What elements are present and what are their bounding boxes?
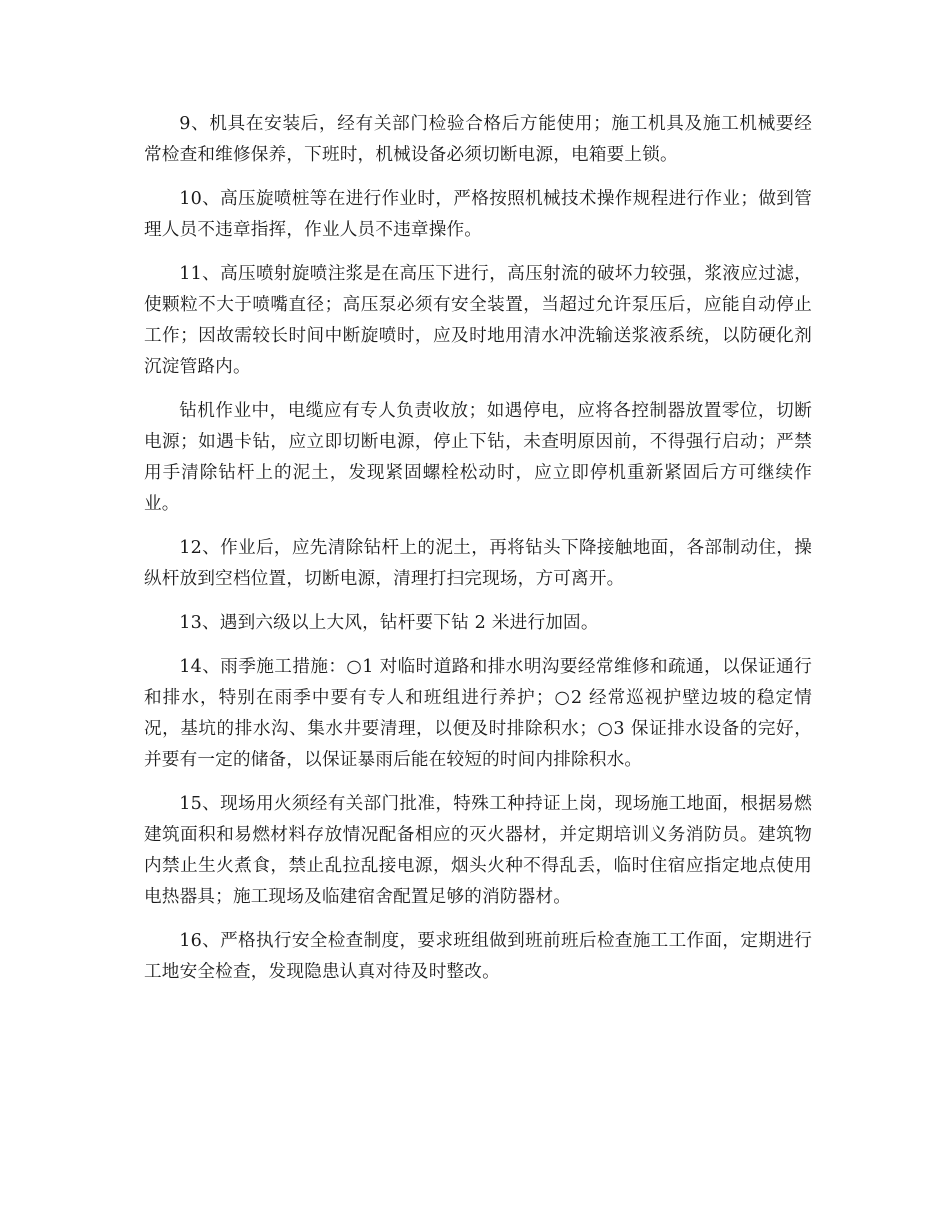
paragraph-drilling-operation: 钻机作业中，电缆应有专人负责收放；如遇停电，应将各控制器放置零位，切断电源；如遇卡钻，应立即切断电源，停止下钻，未查明原因前，不得强行启动；严禁用手清除钻杆上的泥土，发现紧固螺栓松动时，应立即停机重新紧固后方可继续作业。 xyxy=(144,401,812,514)
paragraph-item-13: 13、遇到六级以上大风，钻杆要下钻 2 米进行加固。 xyxy=(179,613,599,633)
paragraph-item-15: 15、现场用火须经有关部门批准，特殊工种持证上岗，现场施工地面，根据易燃建筑面积和易燃材料存放情况配备相应的灭火器材，并定期培训义务消防员。建筑物内禁止生火煮食，禁止乱拉乱接电源，烟头火种不得乱丢，临时住宿应指定地点使用电热器具；施工现场及临建宿舍配置足够的消防器材。 xyxy=(144,794,812,907)
paragraph-item-14: 14、雨季施工措施：○1 对临时道路和排水明沟要经常维修和疏通，以保证通行和排水，特别在雨季中要有专人和班组进行养护；○2 经常巡视护壁边坡的稳定情况，基坑的排水沟、集水井要清理，以便及时排除积水；○3 保证排水设备的完好，并要有一定的储备，以保证暴雨后能在较短的时间内排除积水。 xyxy=(144,657,812,770)
paragraph-item-12: 12、作业后，应先清除钻杆上的泥土，再将钻头下降接触地面，各部制动住，操纵杆放到空档位置，切断电源，清理打扫完现场，方可离开。 xyxy=(144,538,812,589)
paragraph-item-9: 9、机具在安装后，经有关部门检验合格后方能使用；施工机具及施工机械要经常检查和维修保养，下班时，机械设备必须切断电源，电箱要上锁。 xyxy=(144,114,812,165)
paragraph-item-16: 16、严格执行安全检查制度，要求班组做到班前班后检查施工工作面，定期进行工地安全检查，发现隐患认真对待及时整改。 xyxy=(144,931,812,982)
paragraph-item-11: 11、高压喷射旋喷注浆是在高压下进行，高压射流的破坏力较强，浆液应过滤，使颗粒不大于喷嘴直径；高压泵必须有安全装置，当超过允许泵压后，应能自动停止工作；因故需较长时间中断旋喷时，应及时地用清水冲洗输送浆液系统，以防硬化剂沉淀管路内。 xyxy=(144,264,812,377)
document-body xyxy=(144,109,812,1001)
paragraph-item-10: 10、高压旋喷桩等在进行作业时，严格按照机械技术操作规程进行作业；做到管理人员不违章指挥，作业人员不违章操作。 xyxy=(144,189,812,240)
